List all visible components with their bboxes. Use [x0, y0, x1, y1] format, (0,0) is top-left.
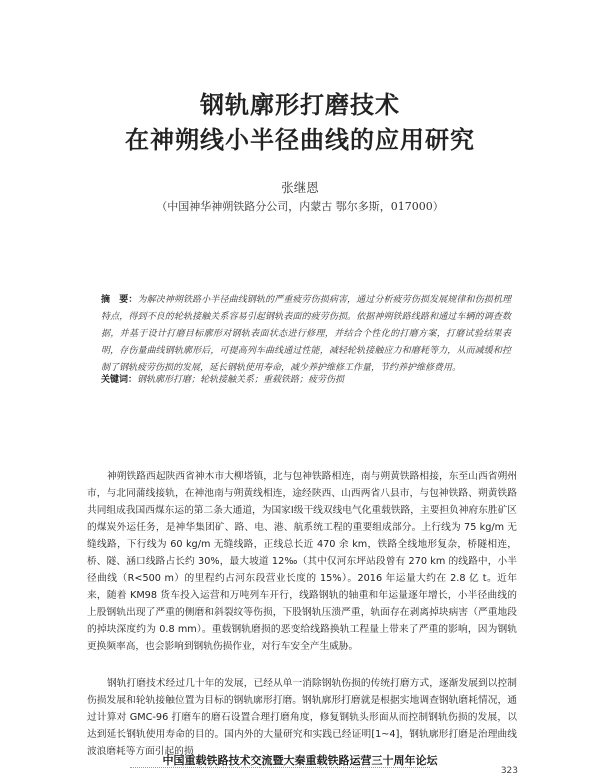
keywords-label: 关键词： [101, 375, 138, 385]
page-number: 323 [500, 766, 518, 776]
body-paragraph-1: 神朔铁路西起陕西省神木市大柳塔镇，北与包神铁路相连，南与朔黄铁路相接，东至山西省朔州市，与北同蒲线接轨，在神池南与朔黄线相连，途经陕西、山西两省八县市，与包神铁路、朔黄铁路共同组成我国西煤东运的第二条大通道，为国家Ⅰ级干线双线电气化重载铁路，主要担负神府东胜矿区的煤炭外运任务，是神华集团矿、路、电、港、航系统工程的重要组成部分。上行线为 75 kg/m 无缝线路，下行线为 60 kg/m 无缝线路，正线总长近 470 余 km，铁路全线地形复杂，桥隧相连，桥、隧、涵口线路占长约 30%，最大坡道 12‰（其中仅河东坪站段曾有 270 km 的线路中，小半径曲线（R<500 m）的里程约占河东段营业长度的 15%）。2016 年运量大约在 2.8 亿 t。近年来，随着 KM98 货车投入运营和万吨列车开行，线路钢轨的轴重和年运量逐年增长，小半径曲线的上股钢轨出现了严重的侧磨和斜裂纹等伤损，下股钢轨压溃严重，轨面存在剥离掉块病害（严重地段的掉块深度约为 0.8 mm）。重载钢轨磨损的恶变给线路换轨工程量上带来了严重的影响，因为钢轨更换频率高，也会影响到钢轨伤损作业，对行车安全产生威胁。 [87, 471, 517, 652]
abstract-text: 为解决神朔铁路小半径曲线钢轨的严重疲劳伤损病害，通过分析疲劳伤损发展规律和伤损机理特点，得到不良的轮轨接触关系容易引起钢轨表面的疲劳伤损。依据神朔铁路线路和通过车辆的调查数据，并基于设计打磨目标廓形对钢轨表面状态进行修理，并结合个性化的打磨方案，打磨试验结果表明，存伤量曲线钢轨廓形后，可提高列车曲线通过性能，减轻轮轨接触应力和磨耗等力，从而减缓和控制了钢轨疲劳伤损的发展，延长钢轨使用寿命，减少养护维修工作量，节约养护维修费用。 [101, 295, 511, 373]
keywords-text: 钢轨廓形打磨；轮轨接触关系；重载铁路；疲劳伤损 [137, 375, 345, 385]
body-paragraph-2: 钢轨打磨技术经过几十年的发展，已经从单一消除钢轨伤损的传统打磨方式，逐渐发展到以控制伤损发展和轮轨接触位置为目标的钢轨廓形打磨。钢轨廓形打磨就是根据实地调查钢轨磨耗情况，通过计算对 GMC-96 打磨车的磨石设置合理打磨角度，修复钢轨头形面从而控制钢轨伤损的发展，以达到延长钢轨使用寿命的目的。国内外的大量研究和实践已经证明[1~4]，钢轨廓形打磨是治理曲线波浪磨耗等方面引起的损 [87, 678, 517, 757]
footer-divider [130, 767, 430, 771]
abstract-label: 摘 要： [101, 295, 138, 305]
abstract [101, 292, 511, 377]
author-affiliation: （中国神华神朔铁路分公司，内蒙古 鄂尔多斯，017000） [156, 200, 444, 213]
conference-footer: 中国重载铁路技术交流暨大秦重载铁路运营三十周年论坛 [162, 754, 438, 767]
keywords [101, 372, 511, 389]
author-name: 张继恩 [281, 180, 319, 195]
paper-title-line-2: 在神朔线小半径曲线的应用研究 [125, 126, 475, 154]
paper-title-line-1: 钢轨廓形打磨技术 [200, 91, 400, 119]
